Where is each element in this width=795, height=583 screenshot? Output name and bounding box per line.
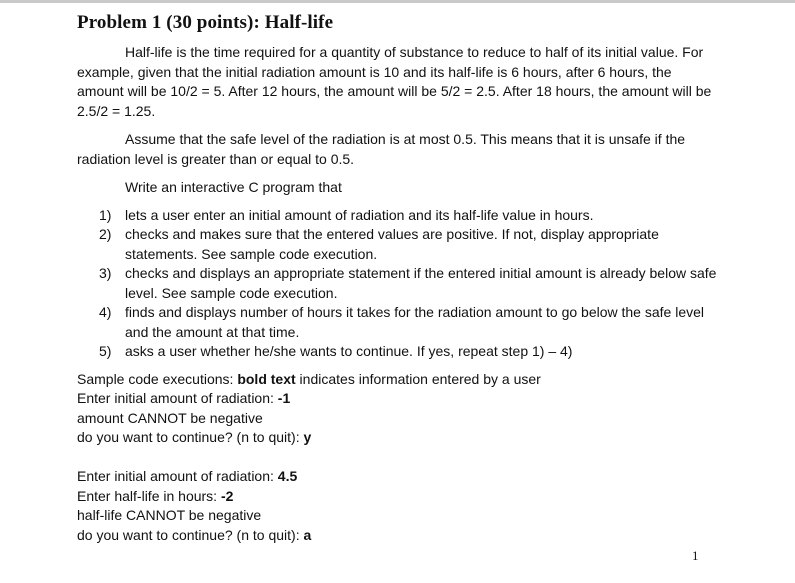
paragraph-definition: Half-life is the time required for a quantity of substance to reduce to half of its initial value. For example, given that the initial radiation amount is 10 and its half-life is 6 hours, after 6 hours, the amount will be 10/2 = 5. After 12 hours, the amount will be 5/2 = 2.5. After 18 hours, the amount will be 2.5/2 = 1.25. bbox=[77, 44, 712, 119]
requirements-list bbox=[77, 206, 717, 362]
list-item: 5) asks a user whether he/she wants to continue. If yes, repeat step 1) – 4) bbox=[99, 343, 573, 359]
sample-line: Enter initial amount of radiation: 4.5 bbox=[77, 468, 298, 484]
list-item: 1) lets a user enter an initial amount of radiation and its half-life value in hours. bbox=[99, 206, 594, 223]
sample-intro: Sample code executions: bold text indicates information entered by a user bbox=[77, 370, 541, 387]
document-page bbox=[77, 12, 717, 545]
list-item: 2) checks and makes sure that the entered values are positive. If not, display appropriate statements. See sample code execution. bbox=[99, 226, 659, 262]
problem-title: Problem 1 (30 points): Half-life bbox=[77, 12, 334, 33]
paragraph-instruction: Write an interactive C program that bbox=[125, 179, 342, 195]
sample-line: amount CANNOT be negative bbox=[77, 409, 263, 426]
blank-line bbox=[77, 448, 717, 468]
list-item: 3) checks and displays an appropriate statement if the entered initial amount is already below safe level. See sample code execution. bbox=[99, 265, 717, 301]
sample-line: half-life CANNOT be negative bbox=[77, 507, 262, 523]
list-item: 4) finds and displays number of hours it takes for the radiation amount to go below the safe level and the amount at that time. bbox=[99, 304, 705, 340]
paragraph-safe-level: Assume that the safe level of the radiation is at most 0.5. This means that it is unsafe if the radiation level is greater than or equal to 0.5. bbox=[77, 131, 686, 167]
sample-line: Enter half-life in hours: -2 bbox=[77, 487, 234, 504]
sample-line: do you want to continue? (n to quit): y bbox=[77, 429, 312, 445]
page-number: 1 bbox=[692, 548, 699, 563]
sample-executions bbox=[77, 370, 717, 546]
top-border bbox=[0, 0, 795, 3]
sample-line: Enter initial amount of radiation: -1 bbox=[77, 390, 291, 406]
sample-line: do you want to continue? (n to quit): a bbox=[77, 526, 312, 543]
